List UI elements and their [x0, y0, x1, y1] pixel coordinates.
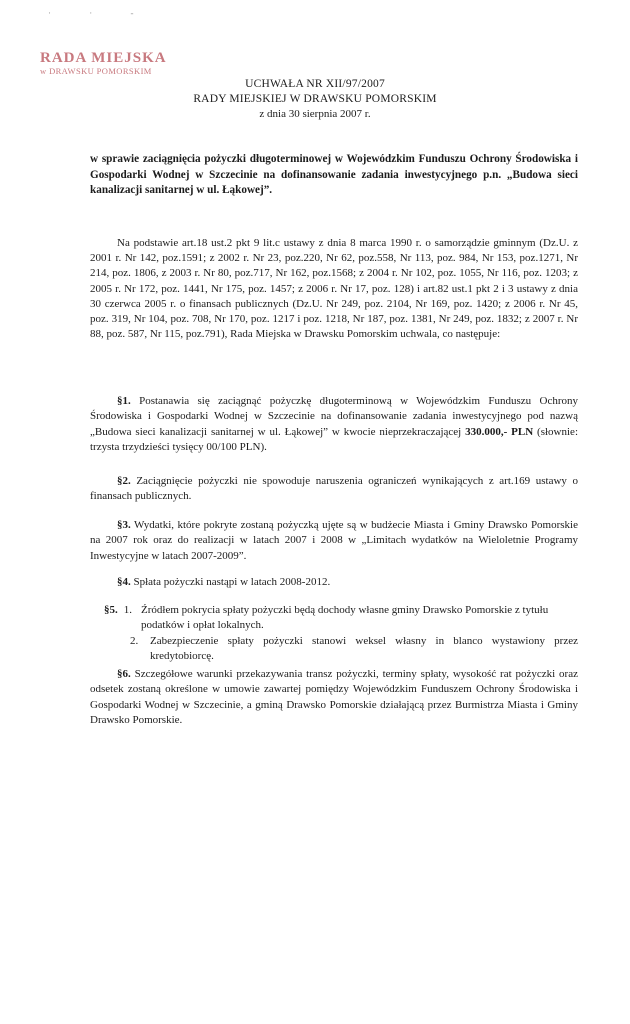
section-1	[90, 394, 578, 455]
section-5-item-1	[104, 603, 578, 634]
scan-specks: · · ‐	[48, 8, 152, 18]
section-3-text: Wydatki, które pokryte zostaną pożyczką ujęte są w budżecie Miasta i Gminy Drawsko Pomorskie na 2007 rok oraz do realizacji w latach 2007 i 2008 w „Limitach wydatków na Wieloletnie Programy Inwestycyjne w latach 2007-2009”.	[90, 519, 578, 562]
section-6	[90, 667, 578, 728]
section-5-item-1-num: 1.	[123, 604, 132, 616]
section-1-text-a: Postanawia się zaciągnąć pożyczkę długoterminową w Wojewódzkim Funduszu Ochrony Środowiska i Gospodarki Wodnej w Szczecinie na dofinansowanie zadania inwestycyjnego pod nazwą „Budowa sieci kanalizacji sanitarnej w ul. Łąkowej” w kwocie nieprzekraczającej	[90, 395, 578, 438]
resolution-issuer: RADY MIEJSKIEJ W DRAWSKU POMORSKIM	[193, 93, 437, 105]
resolution-date: z dnia 30 sierpnia 2007 r.	[259, 108, 371, 120]
section-2	[90, 474, 578, 505]
legal-basis: Na podstawie art.18 ust.2 pkt 9 lit.c ustawy z dnia 8 marca 1990 r. o samorządzie gminnym (Dz.U. z 2001 r. Nr 142, poz.1591; z 2002 r. Nr 23, poz.220, Nr 62, poz.558, Nr 113, poz. 984, Nr 153, poz.1271, Nr 214, poz. 1806, z 2003 r. Nr 80, poz.717, Nr 162, poz.1568; z 2004 r. Nr 102, poz. 1055, Nr 116, poz. 1203; z 2005 r. Nr 172, poz. 1441, Nr 175, poz. 1457; z 2006 r. Nr 17, poz. 128) i art.82 ust.1 pkt 2 i 3 ustawy z dnia 30 czerwca 2005 r. o finansach publicznych (Dz.U. Nr 249, poz. 2104, Nr 169, poz. 1420; z 2006 r. Nr 45, poz. 319, Nr 104, poz. 708, Nr 170, poz. 1217 i poz. 1218, Nr 187, poz. 1381, Nr 249, poz. 1832; z 2007 r. Nr 88, poz. 587, Nr 115, poz.791), Rada Miejska w Drawsku Pomorskim uchwala, co następuje:	[90, 237, 578, 341]
resolution-title: UCHWAŁA NR XII/97/2007	[245, 78, 385, 90]
section-2-label: §2.	[117, 475, 131, 487]
section-6-text: Szczegółowe warunki przekazywania transz pożyczki, terminy spłaty, wysokość rat pożyczki oraz odsetek zostaną określone w umowie zawartej pomiędzy Wojewódzkim Funduszem Ochrony Środowiska i Gospodarki Wodnej w Szczecinie, a gminą Drawsko Pomorskie działającą przez Burmistrza Miasta i Gminy Drawsko Pomorskie.	[90, 668, 578, 726]
section-5-item-2	[104, 634, 578, 665]
section-4	[90, 575, 578, 590]
stamp-line-1: RADA MIEJSKA	[40, 50, 167, 66]
stamp-line-2: w DRAWSKU POMORSKIM	[40, 66, 152, 76]
section-5-item-2-text: Zabezpieczenie spłaty pożyczki stanowi weksel własny in blanco wystawiony przez kredytobiorcę.	[150, 634, 578, 662]
section-5-item-2-num: 2.	[130, 634, 139, 647]
section-5-item-1-text: Źródłem pokrycia spłaty pożyczki będą dochody własne gminy Drawsko Pomorskie z tytułu podatków i opłat lokalnych.	[141, 604, 549, 632]
resolution-header	[0, 77, 630, 122]
section-1-amount: 330.000,- PLN	[465, 425, 534, 438]
section-3-label: §3.	[117, 519, 131, 531]
section-4-label: §4.	[117, 576, 131, 588]
section-3	[90, 518, 578, 564]
section-5	[90, 603, 578, 664]
section-5-label: §5.	[104, 604, 118, 616]
council-stamp	[40, 50, 167, 76]
section-1-label: §1.	[117, 395, 131, 407]
section-6-label: §6.	[117, 668, 131, 680]
resolution-subject: w sprawie zaciągnięcia pożyczki długoterminowej w Wojewódzkim Funduszu Ochrony Środowiska i Gospodarki Wodnej w Szczecinie na dofinansowanie zadania inwestycyjnego p.n. „Budowa sieci kanalizacji sanitarnej w ul. Łąkowej”.	[90, 153, 578, 196]
section-2-text: Zaciągnięcie pożyczki nie spowoduje naruszenia ograniczeń wynikających z art.169 ustawy o finansach publicznych.	[90, 475, 578, 503]
section-1-text-b: (słownie: trzysta trzydzieści tysięcy 00/100 PLN).	[90, 425, 578, 453]
section-4-text: Spłata pożyczki nastąpi w latach 2008-2012.	[130, 576, 331, 588]
